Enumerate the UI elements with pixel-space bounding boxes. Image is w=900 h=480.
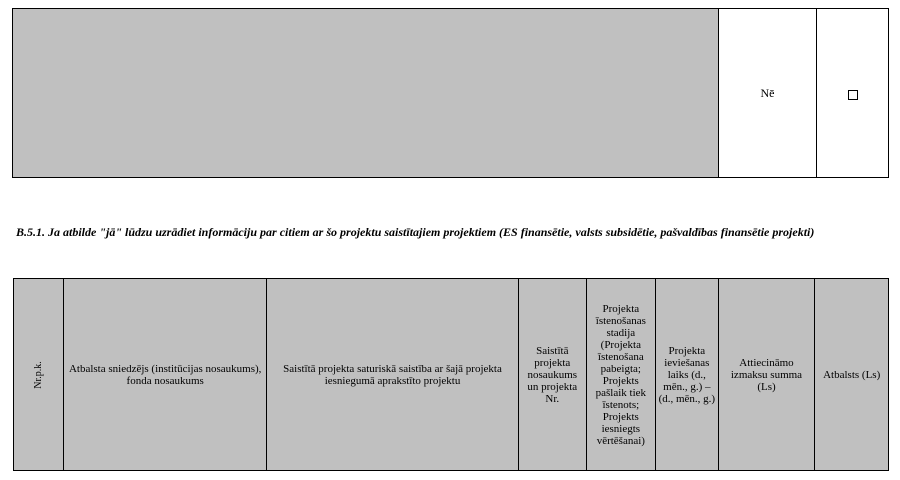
header-support-amount: Atbalsts (Ls) (815, 279, 889, 471)
no-option-cell (817, 9, 888, 177)
header-implementation-stage: Projekta īstenošanas stadija (Projekta īstenošana pabeigta; Projekts pašlaik tiek īstenots; Projekts iesniegts vērtēšanai) (586, 279, 656, 471)
no-checkbox[interactable] (848, 90, 858, 100)
header-project-name: Saistītā projekta nosaukums un projekta Nr. (519, 279, 587, 471)
section-heading: B.5.1. Ja atbilde "jā" lūdzu uzrādiet informāciju par citiem ar šo projektu saistītajiem projektiem (ES finansētie, valsts subsidētie, pašvaldības finansētie projekti) (16, 225, 815, 239)
no-option-label: Nē (719, 9, 817, 177)
header-eligible-costs: Attiecināmo izmaksu summa (Ls) (718, 279, 815, 471)
related-projects-table (13, 278, 889, 471)
header-row-number-label: Nr.p.k. (32, 361, 44, 389)
header-support-provider: Atbalsta sniedzējs (institūcijas nosaukums), fonda nosaukums (64, 279, 267, 471)
header-substantive-link: Saistītā projekta saturiskā saistība ar šajā projekta iesniegumā aprakstīto projektu (267, 279, 519, 471)
header-row-number (14, 279, 64, 471)
table-header-row (14, 279, 889, 471)
header-implementation-time: Projekta ieviešanas laiks (d., mēn., g.) – (d., mēn., g.) (656, 279, 719, 471)
answer-row (12, 8, 889, 178)
answer-shaded-area (13, 9, 719, 177)
